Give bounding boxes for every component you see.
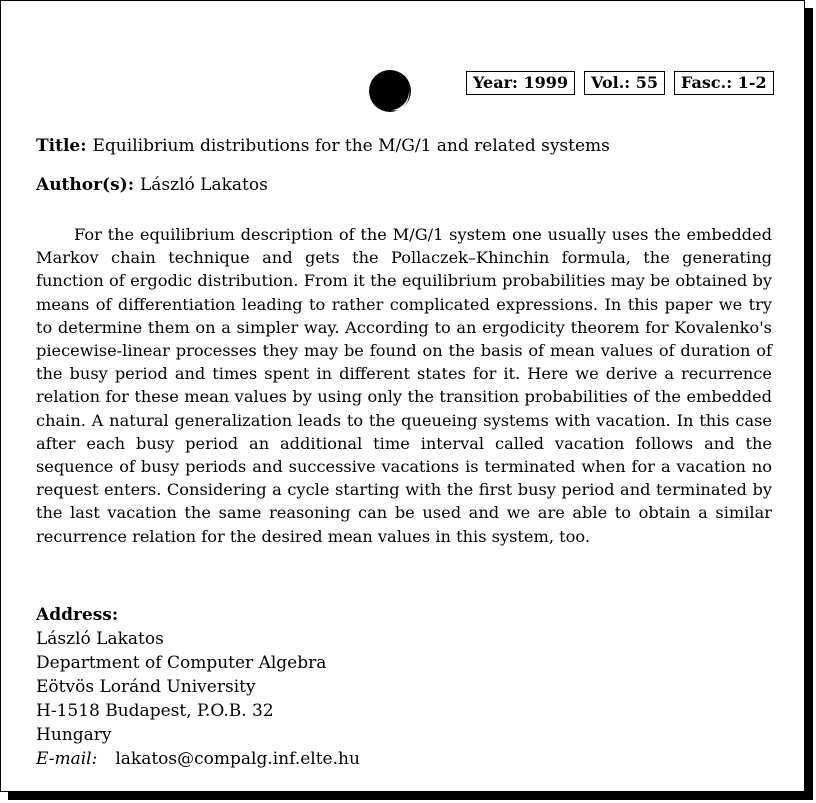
fascicle-badge: Fasc.: 1-2 (674, 71, 774, 95)
email-label: E-mail: (36, 749, 98, 769)
email-link[interactable]: lakatos@compalg.inf.elte.hu (115, 749, 360, 769)
address-line: László Lakatos (36, 629, 164, 649)
title-label: Title: (36, 136, 87, 156)
address-heading: Address: (36, 605, 119, 625)
author-row (36, 174, 268, 196)
issue-info (466, 71, 774, 95)
email-row (36, 747, 360, 771)
journal-crescent-logo-icon (368, 69, 412, 113)
address-block (36, 603, 360, 771)
paper-author: László Lakatos (140, 175, 268, 195)
volume-badge: Vol.: 55 (584, 71, 665, 95)
paper-title: Equilibrium distributions for the M/G/1 and related systems (92, 136, 610, 156)
address-line: H-1518 Budapest, P.O.B. 32 (36, 701, 274, 721)
author-label: Author(s): (36, 175, 134, 195)
address-line: Hungary (36, 725, 112, 745)
address-line: Department of Computer Algebra (36, 653, 327, 673)
year-badge: Year: 1999 (466, 71, 575, 95)
address-line: Eötvös Loránd University (36, 677, 256, 697)
title-row (36, 135, 610, 157)
abstract: For the equilibrium description of the M/G/1 system one usually uses the embedded Markov chain technique and gets the Pollaczek–Khinchin formula, the generating function of ergodic distribution. From it the equilibrium probabilities may be obtained by means of differentiation leading to rather complicated expressions. In this paper we try to determine them on a simpler way. According to an ergodicity theorem for Kovalenko's piecewise-linear processes they may be found on the basis of mean values of duration of the busy period and times spent in different states for it. Here we derive a recurrence relation for these mean values by using only the transition probabilities of the embedded chain. A natural generalization leads to the queueing systems with vacation. In this case after each busy period an additional time interval called vacation follows and the sequence of busy periods and successive vacations is terminated when for a vacation no request enters. Considering a cycle starting with the first busy period and terminated by the last vacation the same reasoning can be used and we are able to obtain a similar recurrence relation for the desired mean values in this system, too. (36, 225, 772, 546)
